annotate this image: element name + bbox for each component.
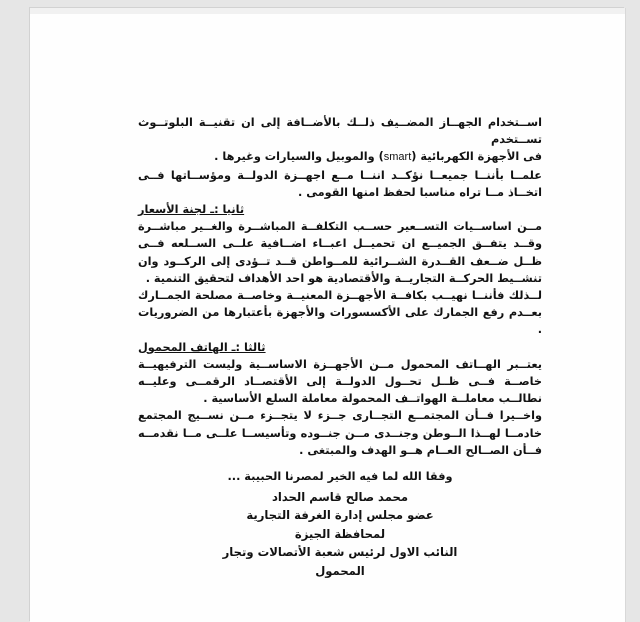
paragraph-bluetooth-suffix: ) والموبيل والسيارات وغيرها . — [214, 150, 384, 164]
letter-body — [138, 114, 542, 485]
signatory-name: محمد صالح قاسم الحداد — [271, 490, 409, 504]
heading-pricing-committee — [138, 201, 542, 218]
paragraph-bluetooth-prefix: فى الأجهزة الكهربائية ( — [411, 150, 542, 164]
closing-blessing: وفقا الله لما فيه الخير لمصرنا الحبيبة ... — [227, 470, 453, 484]
signatory-title-line-1: عضو مجلس إدارة الغرفة التجارية — [246, 508, 434, 523]
heading-mobile-phone-label: ثالثا :ـ الهاتف المحمول — [138, 340, 266, 354]
page-surface — [30, 8, 625, 622]
signatory-title-line-2: لمحافظة الجيزة — [294, 526, 386, 541]
page-top-edge — [30, 8, 625, 14]
smart-keyword: smart — [383, 151, 412, 164]
paragraph-bluetooth-line-1: اســتخدام الجهــاز المضــيف ذلــك بالأضــافة إلى ان تقنيــة البلوتــوث تســتخدم — [138, 116, 542, 147]
document-page — [30, 8, 625, 622]
signatory-title-line-3: النائب الاول لرئيس شعبة الأتصالات وتجار — [222, 545, 458, 560]
heading-pricing-committee-label: ثانيا :ـ لجنة الأسعار — [138, 203, 245, 217]
paragraph-customs-appeal: لــذلك فأننــا نهيــب بكافــة الأجهــزة المعنيــة وخاصــة مصلحة الجمــارك بعــدم رفع الجمارك على الأكسسورات والأجهزة بأعتبارها من الضروريات . — [138, 289, 542, 337]
heading-mobile-phone — [138, 339, 542, 356]
paragraph-closing-statement: واخــيرا فــأن المجتمــع التجــارى جــزء لا يتجــزء مــن نســيج المجتمع خادمــا لهــذا الــوطن وجنــدى مــن جنــوده وتأسيســا علــى مــا نقدمــه فــأن الصــالح العــام هــو الهدف والمبتغى . — [138, 409, 542, 457]
paragraph-bluetooth-line-2 — [138, 148, 542, 166]
signatory-title-line-4: المحمول — [315, 563, 365, 578]
paragraph-pricing-basics: مــن اساســيات التســعير حســب التكلفــة المباشــرة والغــير مباشــرة وقــد يتفــق الجميــع ان تحميــل اعبــاء اضــافية علــى الســلعه فــى ظــل ضــعف القــدرة الشــرائية للمــواطن قــد تــؤدى إلى الركــود وان تنشــيط الحركــة التجاريــة والأقتصادية هو احد الأهداف لتحقيق التنمية . — [138, 220, 542, 285]
signature-block — [138, 488, 542, 580]
paragraph-state-support: علمــا بأننــا جميعــا نؤكــد اننــا مــع اجهــزة الدولــة ومؤســاتها فــى اتخــاذ مــا تراه مناسبا لحفظ امنها القومى . — [138, 168, 542, 199]
paragraph-mobile-essential: يعتــبر الهــاتف المحمول مــن الأجهــزة الاساســية وليست الترفيهيــة خاصــة فــى ظــل تحــول الدولــة إلى الأقتصــاد الرقمــى وعليــه نطالــب معاملــة الهواتــف المحمولة معاملة السلع الأساسية . — [138, 357, 542, 406]
